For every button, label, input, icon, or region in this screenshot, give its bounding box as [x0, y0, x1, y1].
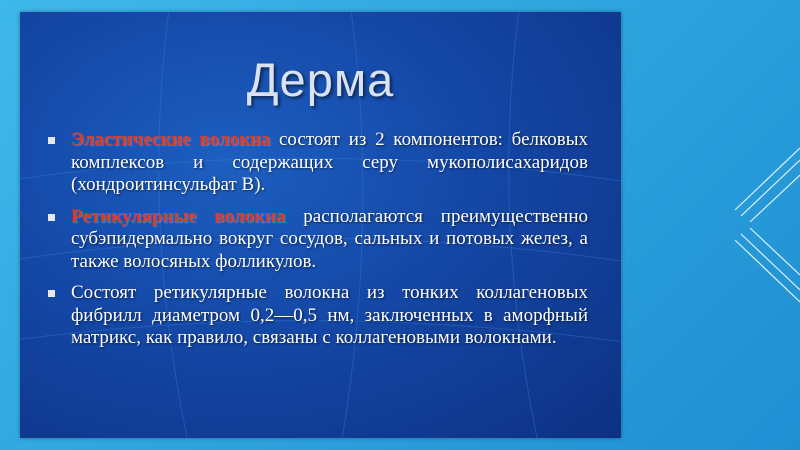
bullet-text: располагаются преимущественно субэпидермально вокруг сосудов, сальных и потовых желез, а также волосяных фолликулов.: [71, 205, 588, 272]
square-bullet-icon: [48, 214, 55, 221]
bullet-text: состоят из 2 компонентов: белковых комплексов и содержащих серу мукополисахаридов (хондроитинсульфат В).: [71, 129, 588, 195]
highlight-term: Эластические волокна: [71, 129, 271, 150]
bullet-item: [48, 206, 588, 274]
bullet-item: [48, 129, 588, 197]
slide: [20, 12, 621, 438]
bullet-item: [48, 282, 588, 350]
bullet-text: Состоят ретикулярные волокна из тонких коллагеновых фибрилл диаметром 0,2—0,5 нм, заключенных в аморфный матрикс, как правило, связаны с коллагеновыми волокнами.: [71, 282, 588, 348]
highlight-term: Ретикулярные волокна: [71, 205, 286, 227]
slide-title: Дерма: [246, 53, 395, 106]
bullet-list: [48, 129, 588, 359]
square-bullet-icon: [48, 290, 55, 297]
square-bullet-icon: [48, 137, 55, 144]
